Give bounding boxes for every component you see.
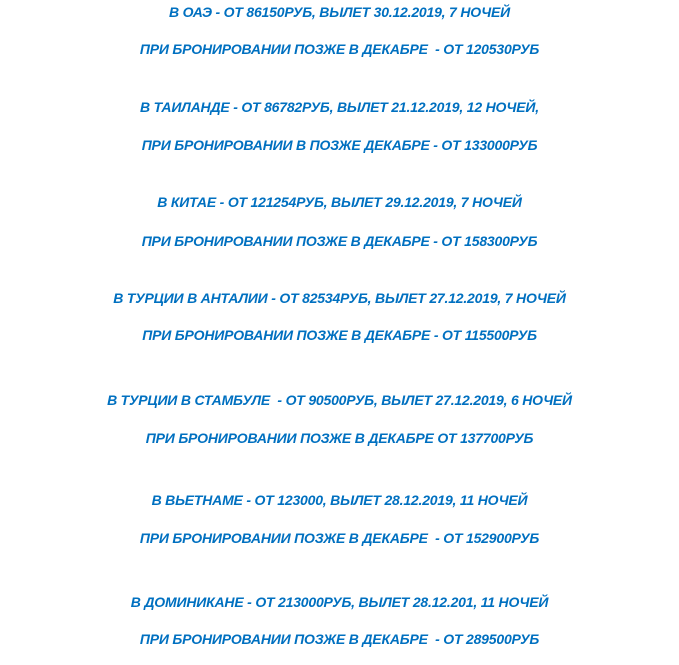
- offer-istanbul-main: В ТУРЦИИ В СТАМБУЛЕ - ОТ 90500РУБ, ВЫЛЕТ 27.12.2019, 6 НОЧЕЙ: [107, 392, 572, 408]
- offer-istanbul-late: ПРИ БРОНИРОВАНИИ ПОЗЖЕ В ДЕКАБРЕ ОТ 137700РУБ: [145, 430, 534, 446]
- offer-china-main: В КИТАЕ - ОТ 121254РУБ, ВЫЛЕТ 29.12.2019, 7 НОЧЕЙ: [157, 194, 522, 210]
- offer-uae-late: ПРИ БРОНИРОВАНИИ ПОЗЖЕ В ДЕКАБРЕ - ОТ 120530РУБ: [139, 41, 540, 57]
- offer-antalya-main: В ТУРЦИИ В АНТАЛИИ - ОТ 82534РУБ, ВЫЛЕТ 27.12.2019, 7 НОЧЕЙ: [113, 290, 566, 306]
- offer-uae-main: В ОАЭ - ОТ 86150РУБ, ВЫЛЕТ 30.12.2019, 7 НОЧЕЙ: [168, 4, 510, 20]
- offer-thailand-main: В ТАИЛАНДЕ - ОТ 86782РУБ, ВЫЛЕТ 21.12.2019, 12 НОЧЕЙ,: [140, 99, 539, 115]
- offer-dominican-main: В ДОМИНИКАНЕ - ОТ 213000РУБ, ВЫЛЕТ 28.12.201, 11 НОЧЕЙ: [130, 594, 549, 610]
- offer-china-late: ПРИ БРОНИРОВАНИИ ПОЗЖЕ В ДЕКАБРЕ - ОТ 158300РУБ: [141, 233, 538, 249]
- offer-antalya-late: ПРИ БРОНИРОВАНИИ ПОЗЖЕ В ДЕКАБРЕ - ОТ 115500РУБ: [142, 327, 537, 343]
- offer-vietnam-main: В ВЬЕТНАМЕ - ОТ 123000, ВЫЛЕТ 28.12.2019, 11 НОЧЕЙ: [151, 492, 528, 508]
- offer-vietnam-late: ПРИ БРОНИРОВАНИИ ПОЗЖЕ В ДЕКАБРЕ - ОТ 152900РУБ: [139, 530, 540, 546]
- offer-thailand-late: ПРИ БРОНИРОВАНИИ В ПОЗЖЕ ДЕКАБРЕ - ОТ 133000РУБ: [141, 137, 538, 153]
- offer-dominican-late: ПРИ БРОНИРОВАНИИ ПОЗЖЕ В ДЕКАБРЕ - ОТ 289500РУБ: [139, 631, 540, 647]
